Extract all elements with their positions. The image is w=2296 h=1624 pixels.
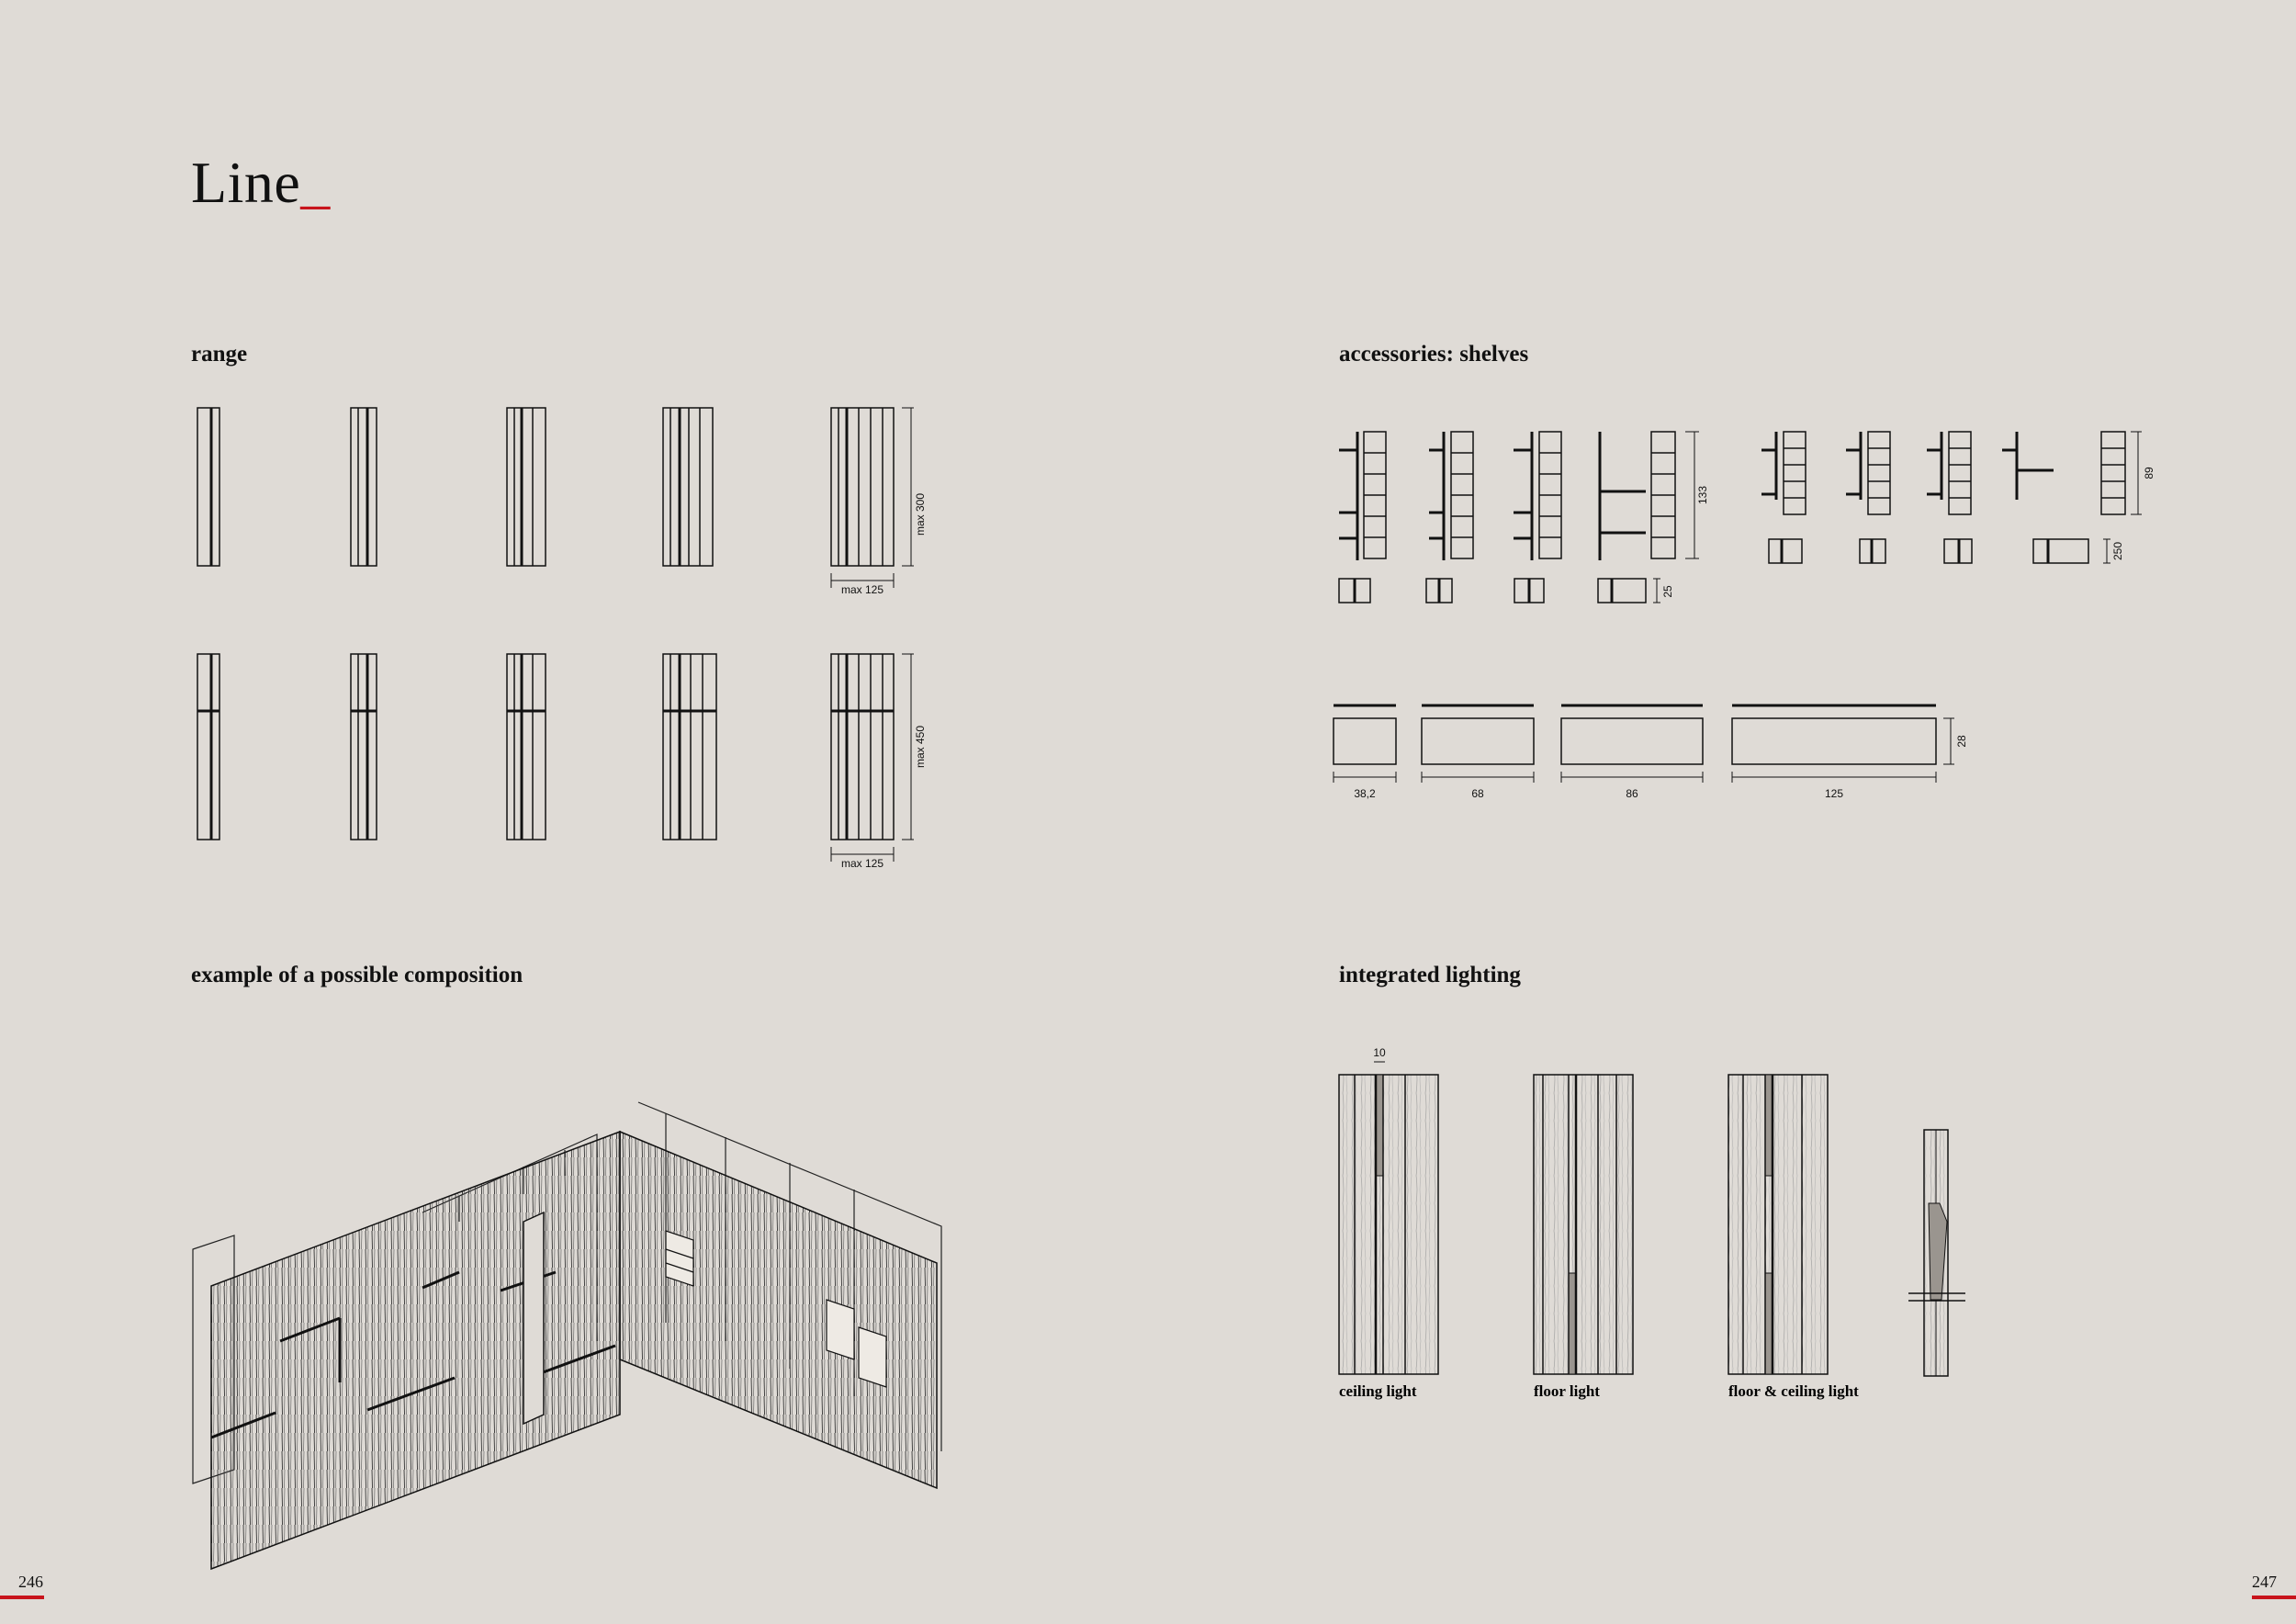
page-number-right-rule bbox=[2252, 1596, 2296, 1599]
shelf-unit-5 bbox=[1761, 432, 1806, 563]
floor-ceiling-light-drawing bbox=[1728, 1075, 1859, 1400]
panel-bottom-5 bbox=[831, 654, 914, 862]
shelf-unit-4 bbox=[1598, 432, 1699, 603]
range-height-top-label: max 300 bbox=[914, 492, 927, 536]
wall-right bbox=[620, 1132, 937, 1488]
floor-light-drawing bbox=[1534, 1075, 1633, 1400]
long-shelf-86 bbox=[1561, 705, 1703, 783]
range-width-bottom-label: max 125 bbox=[840, 857, 884, 870]
long-shelf-68 bbox=[1422, 705, 1534, 783]
width-68: 68 bbox=[1471, 787, 1484, 800]
panel-top-4 bbox=[663, 408, 713, 566]
panel-top-3 bbox=[507, 408, 546, 566]
shelf-unit-3 bbox=[1514, 432, 1561, 603]
long-shelf-125 bbox=[1732, 705, 1954, 783]
caption-floor-ceiling-light: floor & ceiling light bbox=[1728, 1382, 1859, 1400]
dim-10: 10 bbox=[1373, 1046, 1386, 1059]
dim-133: 133 bbox=[1696, 485, 1709, 505]
panel-bottom-3 bbox=[507, 654, 546, 840]
title-accent: _ bbox=[300, 150, 331, 215]
lighting-drawings bbox=[1322, 1038, 1984, 1405]
wall-left bbox=[211, 1132, 620, 1569]
shelf-unit-7 bbox=[1927, 432, 1972, 563]
section-heading-composition: example of a possible composition bbox=[191, 963, 523, 987]
lighting-section-detail bbox=[1908, 1130, 1965, 1376]
long-shelf-38 bbox=[1334, 705, 1396, 783]
shelves-drawings bbox=[1322, 413, 2177, 808]
page-number-left: 246 bbox=[18, 1573, 43, 1591]
caption-floor-light: floor light bbox=[1534, 1382, 1600, 1400]
range-width-top-label: max 125 bbox=[840, 583, 884, 596]
width-125: 125 bbox=[1824, 787, 1844, 800]
width-86: 86 bbox=[1626, 787, 1638, 800]
page-title: Line_ bbox=[191, 150, 331, 215]
panel-top-1 bbox=[197, 408, 219, 566]
panel-bottom-2 bbox=[351, 654, 377, 840]
page-number-right: 247 bbox=[2252, 1573, 2277, 1591]
shelf-unit-1 bbox=[1339, 432, 1386, 603]
range-drawings bbox=[184, 395, 955, 891]
shelf-unit-2 bbox=[1426, 432, 1473, 603]
dim-89: 89 bbox=[2143, 467, 2155, 479]
page-number-left-rule bbox=[0, 1596, 44, 1599]
composition-drawing bbox=[184, 1084, 964, 1525]
width-38: 38,2 bbox=[1354, 787, 1376, 800]
dim-25: 25 bbox=[1661, 585, 1674, 598]
section-heading-shelves: accessories: shelves bbox=[1339, 342, 1529, 367]
panel-top-2 bbox=[351, 408, 377, 566]
section-heading-lighting: integrated lighting bbox=[1339, 963, 1521, 987]
panel-top-5 bbox=[831, 408, 914, 588]
panel-bottom-1 bbox=[197, 654, 219, 840]
range-height-bottom-label: max 450 bbox=[914, 725, 927, 769]
dim-250: 250 bbox=[2111, 541, 2124, 561]
shelf-unit-6 bbox=[1846, 432, 1890, 563]
dim-28: 28 bbox=[1955, 735, 1968, 748]
ceiling-light-drawing bbox=[1339, 1046, 1438, 1400]
caption-ceiling-light: ceiling light bbox=[1339, 1382, 1417, 1400]
panel-bottom-4 bbox=[663, 654, 716, 840]
section-heading-range: range bbox=[191, 342, 248, 367]
